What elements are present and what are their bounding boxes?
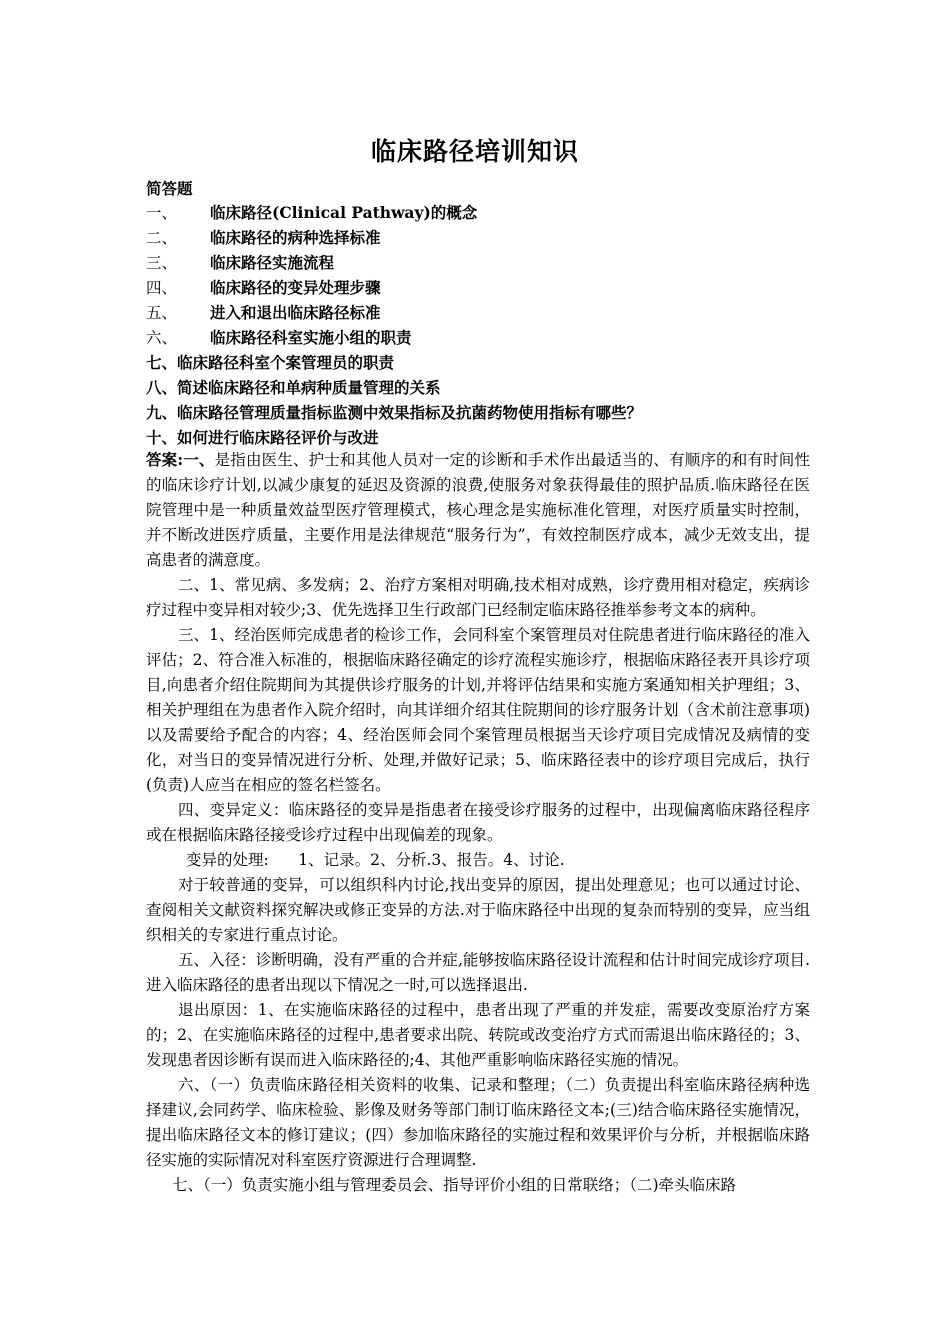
question-number: 六、 — [146, 329, 178, 347]
question-text: 临床路径科室实施小组的职责 — [210, 328, 412, 347]
question-text: 进入和退出临床路径标准 — [210, 303, 381, 322]
document-title: 临床路径培训知识 — [370, 137, 579, 166]
answer-1 — [146, 447, 810, 573]
question-number: 一、 — [146, 204, 178, 222]
question-list — [146, 200, 826, 450]
answer-lead: 答案:一、 — [146, 450, 215, 469]
answer-5-exit: 退出原因：1、在实施临床路径的过程中，患者出现了严重的并发症，需要改变原治疗方案的；2、在实施临床路径的过程中,患者要求出院、转院或改变治疗方式而需退出临床路径的；3、发现患者因诊断有误而进入临床路径的;4、其他严重影响临床路径实施的情况。 — [146, 1001, 810, 1069]
answer-6: 六、（一）负责临床路径相关资料的收集、记录和整理；（二）负责提出科室临床路径病种选择建议,会同药学、临床检验、影像及财务等部门制订临床路径文本;(三)结合临床路径实施情况，提出临床路径文本的修订建议；(四）参加临床路径的实施过程和效果评价与分析，并根据临床路径实施的实际情况对科室医疗资源进行合理调整. — [146, 1076, 810, 1169]
answer-3: 三、1、经治医师完成患者的检诊工作，会同科室个案管理员对住院患者进行临床路径的准入评估；2、符合准入标准的，根据临床路径确定的诊疗流程实施诊疗，根据临床路径表开具诊疗项目,向患者介绍住院期间为其提供诊疗服务的计划,并将评估结果和实施方案通知相关护理组；3、相关护理组在为患者作入院介绍时，向其详细介绍其住院期间的诊疗服务计划（含术前注意事项)以及需要给予配合的内容；4、经治医师会同个案管理员根据当天诊疗项目完成情况及病情的变化，对当日的变异情况进行分析、处理,并做好记录；5、临床路径表中的诊疗项目完成后，执行(负责)人应当在相应的签名栏签名。 — [146, 626, 810, 794]
question-text: 临床路径实施流程 — [210, 253, 335, 272]
answer-5: 五、入径：诊断明确，没有严重的合并症,能够按临床路径设计流程和估计时间完成诊疗项目.进入临床路径的患者出现以下情况之一时,可以选择退出. — [146, 951, 810, 994]
answer-2: 二、1、常见病、多发病；2、治疗方案相对明确,技术相对成熟，诊疗费用相对稳定，疾病诊疗过程中变异相对较少;3、优先选择卫生行政部门已经制定临床路径推举参考文本的病种。 — [146, 576, 810, 619]
answer-4-handling: 变异的处理: 1、记录。2、分析.3、报告。4、讨论. — [186, 851, 565, 869]
question-number: 五、 — [146, 304, 178, 322]
answer-1-text: 是指由医生、护士和其他人员对一定的诊断和手术作出最适当的、有顺序的和有时间性的临床诊疗计划,以减少康复的延迟及资源的浪费,使服务对象获得最佳的照护品质.临床路径在医院管理中是一种质量效益型医疗管理模式，核心理念是实施标准化管理，对医疗质量实时控制，并不断改进医疗质量，主要作用是法律规范“服务行为”，有效控制医疗成本，减少无效支出，提高患者的满意度。 — [146, 451, 810, 569]
question-item: 八、简述临床路径和单病种质量管理的关系 — [146, 378, 441, 397]
question-item — [146, 225, 826, 250]
question-item — [146, 300, 826, 325]
question-text: 临床路径的变异处理步骤 — [210, 278, 381, 297]
question-item — [146, 325, 826, 350]
answers-section — [146, 447, 810, 1198]
answer-7: 七、（一）负责实施小组与管理委员会、指导评价小组的日常联络；（二)牵头临床路 — [172, 1176, 737, 1194]
question-text: 临床路径的病种选择标准 — [210, 228, 381, 247]
question-item: 七、临床路径科室个案管理员的职责 — [146, 353, 395, 372]
question-item: 九、临床路径管理质量指标监测中效果指标及抗菌药物使用指标有哪些？ — [146, 403, 643, 422]
question-number: 三、 — [146, 254, 178, 272]
question-number: 四、 — [146, 279, 178, 297]
answer-4: 四、变异定义：临床路径的变异是指患者在接受诊疗服务的过程中，出现偏离临床路径程序或在根据临床路径接受诊疗过程中出现偏差的现象。 — [146, 801, 810, 844]
question-item — [146, 275, 826, 300]
question-text: 临床路径(Clinical Pathway)的概念 — [210, 203, 478, 222]
question-item — [146, 200, 826, 225]
question-number: 二、 — [146, 229, 178, 247]
question-item — [146, 250, 826, 275]
section-heading: 简答题 — [146, 179, 193, 198]
answer-4-detail: 对于较普通的变异，可以组织科内讨论,找出变异的原因，提出处理意见；也可以通过讨论、查阅相关文献资料探究解决或修正变异的方法.对于临床路径中出现的复杂而特别的变异，应当组织相关的专家进行重点讨论。 — [146, 876, 810, 944]
question-item: 十、如何进行临床路径评价与改进 — [146, 428, 379, 447]
